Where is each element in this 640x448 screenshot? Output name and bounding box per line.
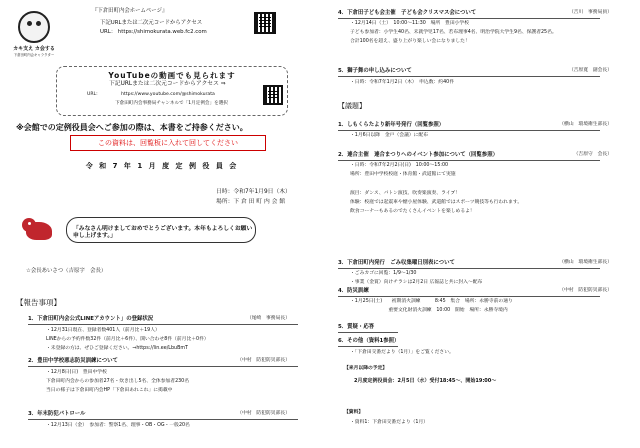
divider — [28, 366, 298, 367]
report-item-owner: （吉原寛 副会長） — [568, 68, 612, 73]
report-item-line: ・日時：令和7年1月2日（木） 申込数：約40件 — [350, 80, 455, 85]
report-item-line: ・12月13日（金） 参加者：警察1名、理事・OB・OG・一般20名 — [46, 423, 190, 428]
materials-text: ・資料1：下倉田交番だより（1月） — [350, 420, 429, 425]
meeting-date: 日時：令和7年1月9日（木） — [216, 189, 291, 195]
issue-line: ・1月25日(土) 初期消火訓練 8:45 集合 場所：永勝寺前の通り — [350, 299, 513, 304]
youtube-qr-code[interactable] — [263, 85, 283, 105]
issue-line: ・「下倉田交番だより（1月）」をご覧ください。 — [350, 350, 454, 355]
youtube-url-row — [87, 92, 215, 98]
youtube-url-label: URL: — [87, 92, 98, 97]
issue-title: 6．その他（資料1参照） — [338, 338, 400, 344]
divider — [338, 130, 600, 131]
logo-text: カキ支え カ会する — [13, 46, 55, 52]
homepage-hint: 下記URLまたは二次元コードからアクセス — [100, 20, 203, 26]
issue-owner: （横山 環境衛生部長） — [559, 122, 612, 127]
homepage-url[interactable]: URL： https://shimokurata.web.fc2.com — [100, 29, 207, 35]
issue-title: 3．下倉田町内発行 ごみ収集曜日別表について — [338, 260, 455, 266]
meeting-title: 令 和 7 年 1 月 度 定 例 役 員 会 — [85, 162, 239, 170]
issue-line: 場所：豊田中学校校庭・体育館・武道館にて実施 — [350, 172, 456, 177]
report-item-line: 子ども参加者：小学生40名、未就学児17名、若布理事4名、明治学院大学生9名、保護者25名。 — [350, 30, 557, 35]
report-item-title: 1．下倉田町内会公式LINEアカウント」の登録状況 — [28, 316, 154, 322]
report-item-title: 2．豊田中学校悪志防災訓練について — [28, 358, 118, 364]
divider — [338, 332, 398, 333]
reports-heading: 【報告事項】 — [16, 298, 61, 307]
mascot-logo — [8, 8, 60, 60]
issue-title: 4．防災訓練 — [338, 288, 369, 294]
report-item-title: 4．下倉田子ども会主催 子ども会クリスマス会について — [338, 10, 477, 16]
new-year-message: 「みなさん明けましておめでとうございます。本年もよろしくお願い申し上げます。」 — [73, 226, 253, 240]
report-item-owner: （吉川 事務局員） — [568, 10, 612, 15]
report-item-owner: （尾崎 事務局長） — [246, 316, 290, 321]
youtube-box — [56, 66, 288, 116]
issue-title: 2．連合主催 連合まつりへのイベント参加について（回覧参照） — [338, 152, 498, 158]
report-item-line: 合計100名を超え、盛り上がり楽しい会になりました！ — [350, 39, 470, 44]
youtube-title: YouTubeの動画でも見られます — [108, 71, 236, 80]
circulate-notice-box — [70, 135, 266, 151]
youtube-hint: 下記URLまたは二次元コードからアクセス ⇒ — [109, 81, 226, 87]
divider — [28, 324, 298, 325]
logo-subtext: 下倉田町内会キャラクター — [13, 53, 55, 57]
report-item-line: ・12月31日現在、登録者数401人（前月比＋19人） — [46, 328, 160, 333]
issues-heading: 【議題】 — [338, 102, 366, 110]
issue-line: 飲食コーナーもあるのでたくさんイベントを楽しめるよ！ — [350, 209, 475, 214]
issue-line: 重要文化財消火訓練 10:00 開始 場所：永勝寺境内 — [350, 308, 508, 313]
issue-title: 1．しもくらたより新年号発行（回覧参照） — [338, 122, 445, 128]
meeting-place: 場所：下 倉 田 町 内 会 館 — [216, 199, 286, 205]
report-item-line: LINEからの予約件数32件（前月比＋6件）、開い合わせ8件（前月比＋0件） — [46, 337, 209, 342]
report-item-line: ・12月14日（土） 10:00～11:30 場所 豊田小学校 — [350, 21, 470, 26]
schedule-box — [344, 366, 544, 392]
report-item-line: ・未登録の方は、ぜひご登録ください。⇒https://lin.ee/LbuBmT — [46, 346, 188, 351]
new-year-speech-bubble — [66, 217, 256, 243]
bring-document-notice: ※会館での定例役員会へご参加の際は、本書をご持参ください。 — [16, 123, 248, 132]
homepage-label: 『下倉田町内会ホームページ』 — [92, 8, 168, 14]
report-item-title: 3．年末防犯パトロール — [28, 411, 86, 417]
divider — [338, 76, 600, 77]
report-item-line: ・12月8日(日) 豊田中学校 — [46, 370, 107, 375]
youtube-channel: 下倉田町内会事務局チャンネルで「1月定例会」を選択 — [115, 101, 228, 106]
issue-line: 演目：ダンス、バトン演技、吹奏楽演奏、ライブ！ — [350, 191, 460, 196]
divider — [338, 268, 600, 269]
divider — [28, 419, 298, 420]
issue-line: ・日時：令和7年2月2日(日) 10:00～15:00 — [350, 163, 449, 168]
schedule-label: 【来月以降の予定】 — [344, 366, 388, 371]
schedule-text: 2月度定例役員会：2月5日（水）受付18:45～、開始19:00～ — [354, 378, 497, 384]
materials-label: 【資料】 — [344, 410, 364, 415]
divider — [338, 18, 600, 19]
issue-line: 体験：校庭では起震車や煙小屋体験、武道館ではスポーツ競技等も行われます。 — [350, 200, 523, 205]
issue-line: ・事業（金賞）向けチラシは2月2日 広報誌と共に封入～配布 — [350, 280, 483, 285]
mascot-face-icon — [18, 11, 50, 43]
divider — [338, 160, 600, 161]
right-column — [332, 6, 632, 446]
report-item-line: 当日の様子は下倉田町内会HP「下倉田あれこれ」に掲載中 — [46, 388, 173, 393]
issue-owner: （中村 防犯防災部長） — [559, 288, 612, 293]
issue-title: 5．質疑・応答 — [338, 324, 375, 330]
issue-line: ・ごみカゴに回覧：1/9～1/30 — [350, 271, 417, 276]
lion-dance-icon — [22, 216, 56, 244]
divider — [338, 296, 600, 297]
circulate-notice: この資料は、回覧板に入れて回してください — [98, 139, 238, 147]
report-item-title: 5．獅子舞の申し込みについて — [338, 68, 412, 74]
chairman-greeting: ☆会長あいさつ（吉原宇 会長） — [26, 268, 107, 274]
report-item-owner: （中村 防犯防災部長） — [237, 358, 290, 363]
report-item-owner: （中村 防犯防災部長） — [237, 411, 290, 416]
divider — [338, 346, 398, 347]
youtube-url[interactable]: https://www.youtube.com/@shimokurata — [121, 92, 215, 97]
homepage-qr-code[interactable] — [254, 12, 276, 34]
issue-owner: （横山 環境衛生部長） — [559, 260, 612, 265]
left-column — [8, 6, 316, 446]
issue-owner: （吉原守 会長） — [573, 152, 612, 157]
issue-line: ・1月6日以降 金戸（会議）に配布 — [350, 133, 429, 138]
report-item-line: 下倉田町内会からの参加者27名・炊き出し5名、全体参加者230名 — [46, 379, 190, 384]
